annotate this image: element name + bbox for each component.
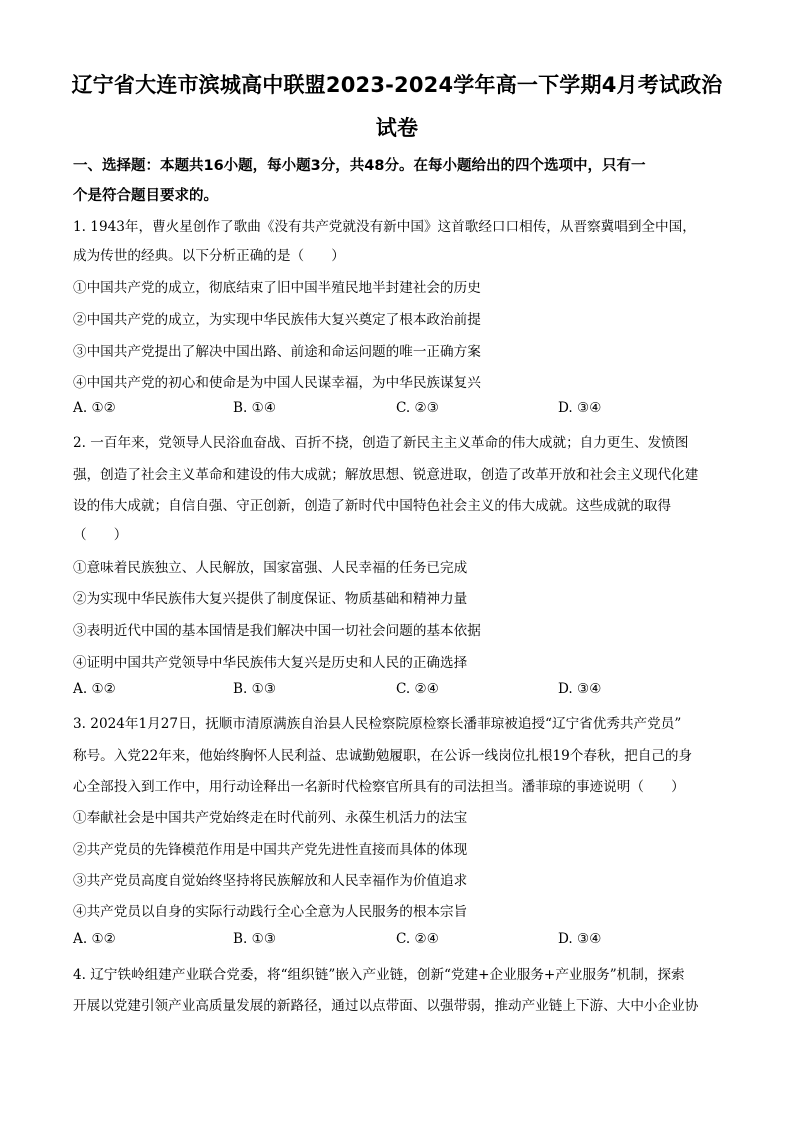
question-2-option-c[interactable]: C. ②④: [396, 681, 439, 697]
question-3-statement-3: ③共产党员高度自觉始终坚持将民族解放和人民幸福作为价值追求: [73, 873, 468, 889]
question-4-stem-line-1: 4. 辽宁铁岭组建产业联合党委，将“组织链”嵌入产业链，创新“党建+企业服务+产业服务”机制，探索: [73, 967, 685, 983]
question-1-options: [73, 400, 733, 420]
exam-title-line-2: 试卷: [375, 116, 419, 140]
question-1-option-a[interactable]: A. ①②: [73, 400, 116, 416]
question-3-option-a[interactable]: A. ①②: [73, 931, 116, 947]
question-3-option-d[interactable]: D. ③④: [558, 931, 602, 947]
question-1-statement-3: ③中国共产党提出了解决中国出路、前途和命运问题的唯一正确方案: [73, 344, 481, 360]
question-2-option-b[interactable]: B. ①③: [233, 681, 277, 697]
exam-title-line-1: 辽宁省大连市滨城高中联盟2023-2024学年高一下学期4月考试政治: [71, 73, 723, 97]
question-2-options: [73, 681, 733, 701]
question-2-statement-4: ④证明中国共产党领导中华民族伟大复兴是历史和人民的正确选择: [73, 655, 468, 671]
question-2-option-d[interactable]: D. ③④: [558, 681, 602, 697]
question-3-stem-line-3: 心全部投入到工作中，用行动诠释出一名新时代检察官所具有的司法担当。潘菲琼的事迹说明（ ）: [73, 779, 685, 795]
question-3-statement-2: ②共产党员的先锋模范作用是中国共产党先进性直接而具体的体现: [73, 842, 468, 858]
question-3-statement-1: ①奉献社会是中国共产党始终走在时代前列、永葆生机活力的法宝: [73, 810, 468, 826]
section-heading-line-2: 个是符合题目要求的。: [73, 188, 218, 204]
question-1-option-b[interactable]: B. ①④: [233, 400, 277, 416]
question-3-stem-line-1: 3. 2024年1月27日，抚顺市清原满族自治县人民检察院原检察长潘菲琼被追授“辽宁省优秀共产党员”: [73, 716, 682, 732]
question-2-stem-line-3: 设的伟大成就；自信自强、守正创新，创造了新时代中国特色社会主义的伟大成就。这些成就的取得: [73, 498, 672, 514]
question-1-option-c[interactable]: C. ②③: [396, 400, 439, 416]
question-2-statement-2: ②为实现中华民族伟大复兴提供了制度保证、物质基础和精神力量: [73, 591, 468, 607]
question-2-option-a[interactable]: A. ①②: [73, 681, 116, 697]
question-1-statement-1: ①中国共产党的成立，彻底结束了旧中国半殖民地半封建社会的历史: [73, 280, 481, 296]
question-3-stem-line-2: 称号。入党22年来，他始终胸怀人民利益、忠诚勤勉履职，在公诉一线岗位扎根19个春秋，把自己的身: [73, 748, 693, 764]
question-2-stem-line-2: 强，创造了社会主义革命和建设的伟大成就；解放思想、锐意进取，创造了改革开放和社会主义现代化建: [73, 467, 699, 483]
question-1-stem-line-2: 成为传世的经典。以下分析正确的是（ ）: [73, 248, 345, 264]
question-2-statement-3: ③表明近代中国的基本国情是我们解决中国一切社会问题的基本依据: [73, 623, 481, 639]
question-3-options: [73, 931, 733, 951]
question-3-statement-4: ④共产党员以自身的实际行动践行全心全意为人民服务的根本宗旨: [73, 904, 468, 920]
question-2-stem-line-4: （ ）: [73, 527, 128, 543]
question-2-stem-line-1: 2. 一百年来，党领导人民浴血奋战、百折不挠，创造了新民主主义革命的伟大成就；自力更生、发愤图: [73, 435, 689, 451]
question-3-option-b[interactable]: B. ①③: [233, 931, 277, 947]
question-4-stem-line-2: 开展以党建引领产业高质量发展的新路径，通过以点带面、以强带弱，推动产业链上下游、大中小企业协: [73, 998, 699, 1014]
question-3-option-c[interactable]: C. ②④: [396, 931, 439, 947]
question-1-stem-line-1: 1. 1943年，曹火星创作了歌曲《没有共产党就没有新中国》这首歌经口口相传，从晋察冀唱到全中国，: [73, 219, 696, 235]
question-1-statement-4: ④中国共产党的初心和使命是为中国人民谋幸福，为中华民族谋复兴: [73, 375, 481, 391]
question-2-statement-1: ①意味着民族独立、人民解放，国家富强、人民幸福的任务已完成: [73, 560, 468, 576]
section-heading-line-1: 一、选择题：本题共16小题，每小题3分，共48分。在每小题给出的四个选项中，只有一: [73, 158, 646, 174]
question-1-statement-2: ②中国共产党的成立，为实现中华民族伟大复兴奠定了根本政治前提: [73, 312, 481, 328]
question-1-option-d[interactable]: D. ③④: [558, 400, 602, 416]
